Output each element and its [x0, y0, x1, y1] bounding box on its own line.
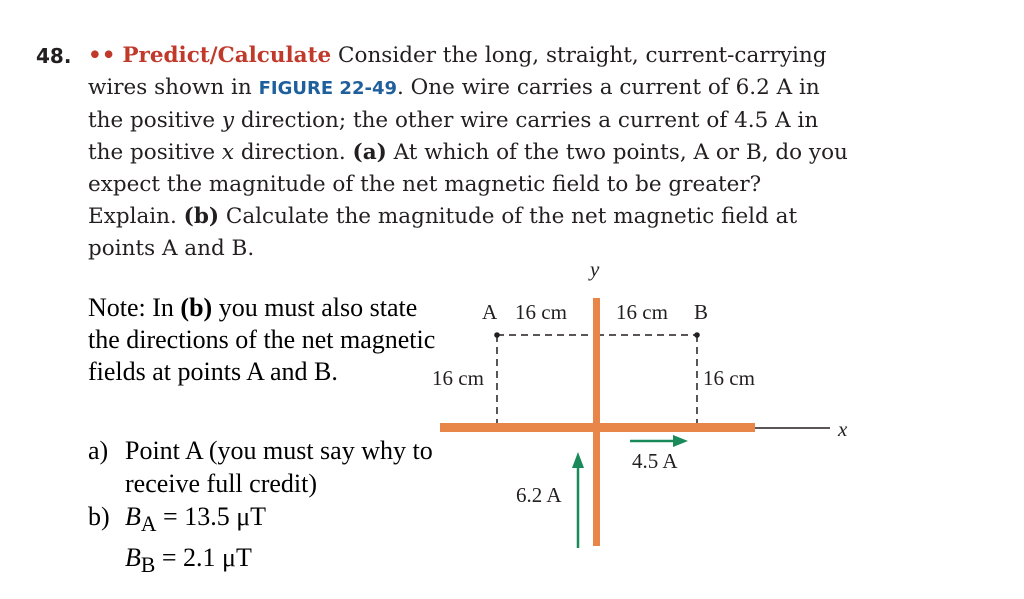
dist-b-vertical-label: 16 cm: [703, 366, 755, 390]
problem-tag: Predict/Calculate: [122, 43, 332, 68]
figure-reference: FIGURE 22-49: [258, 78, 397, 99]
problem-text-1: Consider the long, straight, current-carrying wires shown in: [88, 43, 827, 100]
point-a-marker: [494, 332, 500, 338]
dist-a-horizontal-label: 16 cm: [515, 300, 567, 324]
y-axis-label: y: [590, 257, 600, 281]
note-text-1: Note: In: [88, 293, 181, 322]
answer-a-text: Point A (you must say why to receive full credit): [125, 436, 433, 498]
dist-a-vertical-label: 16 cm: [432, 366, 484, 390]
problem-text-6: Calculate the magnitude of the net magnetic field at points A and B.: [88, 204, 798, 261]
ba-symbol: B: [125, 502, 141, 531]
current-x-label: 4.5 A: [632, 449, 678, 473]
bb-symbol: B: [125, 543, 141, 573]
problem-text-4: direction.: [234, 140, 353, 165]
answer-b-label: b): [88, 502, 110, 531]
ba-value: = 13.5 μT: [156, 502, 267, 531]
problem-text-2: . One wire carries a current of 6.2 A in the positive: [88, 75, 820, 133]
problem-text-3: direction; the other wire carries a current of 4.5 A in the positive: [88, 108, 819, 165]
current-y-label: 6.2 A: [516, 483, 562, 507]
vertical-wire: [593, 298, 600, 546]
y-variable: y: [221, 108, 235, 133]
dist-b-horizontal-label: 16 cm: [616, 300, 668, 324]
bb-value: = 2.1 μT: [155, 543, 252, 573]
current-y-arrow: [572, 452, 584, 548]
x-axis-label: x: [838, 417, 848, 441]
problem-number: 48.: [36, 44, 72, 68]
part-b-marker: (b): [183, 204, 220, 229]
note-bold: (b): [180, 293, 213, 322]
point-b-label: B: [694, 300, 709, 324]
x-variable: x: [221, 140, 235, 165]
problem-text-5: At which of the two points, A or B, do you expect the magnitude of the net magnetic field to be greater? Explain.: [88, 140, 848, 229]
note-text-2: you must also state the directions of the net magnetic fields at points A and B.: [88, 293, 436, 386]
point-a-label: A: [482, 300, 498, 324]
ba-subscript: A: [140, 512, 157, 537]
point-b-marker: [694, 332, 700, 338]
part-a-marker: (a): [352, 140, 387, 165]
current-x-arrow: [630, 435, 688, 447]
difficulty-dots: ••: [88, 43, 116, 68]
bb-subscript: B: [140, 553, 156, 578]
answer-a-label: a): [88, 436, 109, 465]
